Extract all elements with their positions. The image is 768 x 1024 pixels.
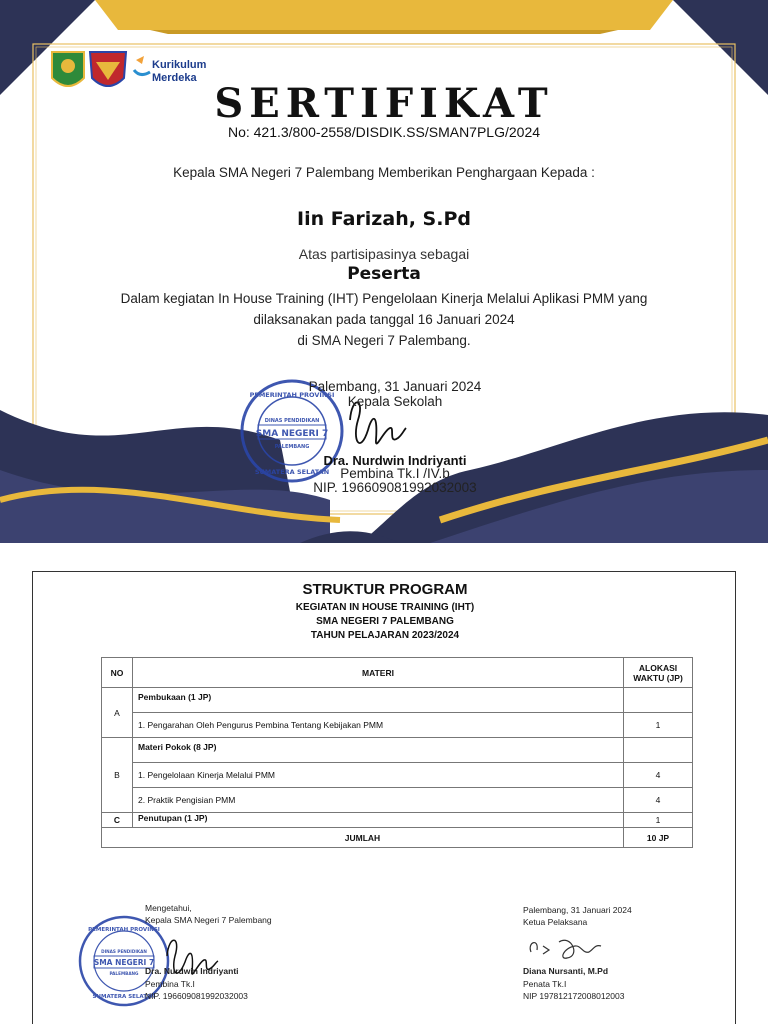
jp-c: 1 [624, 813, 693, 828]
stamp-dept-text: DINAS PENDIDIKAN [264, 418, 320, 424]
top-gold-shadow [150, 30, 618, 34]
stamp-dept-text: DINAS PENDIDIKAN [101, 949, 147, 954]
program-school: SMA NEGERI 7 PALEMBANG [316, 616, 454, 627]
table-header-row [102, 658, 693, 688]
stamp-top-text: PEMERINTAH PROVINSI [249, 391, 335, 399]
header-no: NO [102, 658, 133, 688]
signer-position: Kepala Sekolah [347, 394, 443, 409]
group-jp-b-empty [624, 738, 693, 763]
table-row [102, 788, 693, 813]
header-alokasi-line-2: WAKTU (JP) [633, 672, 683, 683]
group-title-a: Pembukaan (1 JP) [133, 688, 624, 713]
stamp-bottom-text: SUMATERA SELATAN [254, 468, 330, 476]
stamp-school-text: SMA NEGERI 7 [93, 958, 155, 967]
certificate-number: No: 421.3/800-2558/DISDIK.SS/SMAN7PLG/2024 [227, 124, 541, 140]
row-no-b: B [102, 738, 133, 813]
logo-kurikulum-text: Kurikulum [152, 59, 207, 71]
materi-b1: 1. Pengelolaan Kinerja Melalui PMM [133, 763, 624, 788]
left-sign-line2: Kepala SMA Negeri 7 Palembang [145, 915, 272, 925]
chair-signature-area [523, 932, 623, 966]
table-row [102, 738, 693, 763]
top-gold-band [95, 0, 673, 30]
header-alokasi [624, 658, 693, 688]
jp-a1: 1 [624, 713, 693, 738]
place-date: Palembang, 31 Januari 2024 [308, 379, 482, 394]
certificate-title: SERTIFIKAT [214, 80, 554, 127]
stamp-top-text: PEMERINTAH PROVINSI [88, 927, 160, 933]
right-sign-line1: Palembang, 31 Januari 2024 [523, 905, 632, 915]
program-year: TAHUN PELAJARAN 2023/2024 [310, 630, 460, 641]
row-no-c: C [102, 813, 133, 828]
row-no-a: A [102, 688, 133, 738]
total-label: JUMLAH [102, 828, 624, 848]
left-sign-rank: Pembina Tk.I [145, 979, 195, 989]
header-alokasi-line-1: ALOKASI [638, 662, 678, 673]
table-row [102, 813, 693, 828]
signer-name: Dra. Nurdwin Indriyanti [323, 453, 467, 468]
total-value: 10 JP [624, 828, 693, 848]
role-intro: Atas partisipasinya sebagai [298, 246, 470, 262]
stamp-bottom-text: SUMATERA SELATAN [92, 994, 156, 1000]
participant-role: Peserta [347, 264, 421, 284]
recipient-name: Iin Farizah, S.Pd [297, 208, 471, 230]
right-sign-name: Diana Nursanti, M.Pd [523, 966, 609, 976]
signer-nip: NIP. 196609081992032003 [313, 480, 477, 495]
right-sign-nip: NIP 197812172008012003 [523, 991, 625, 1001]
group-title-c: Penutupan (1 JP) [133, 813, 624, 828]
chair-signature [530, 940, 601, 958]
description-line-2: dilaksanakan pada tanggal 16 Januari 2024 [253, 312, 515, 327]
left-sign-line1: Mengetahui, [145, 903, 192, 913]
program-structure-page [32, 571, 736, 1024]
materi-a1: 1. Pengarahan Oleh Pengurus Pembina Tentang Kebijakan PMM [133, 713, 624, 738]
program-subtitle: KEGIATAN IN HOUSE TRAINING (IHT) [295, 602, 475, 613]
table-row [102, 713, 693, 738]
right-sign-line2: Ketua Pelaksana [523, 917, 588, 927]
table-row [102, 763, 693, 788]
program-title: STRUKTUR PROGRAM [302, 581, 468, 598]
program-table [101, 657, 693, 848]
description-line-1: Dalam kegiatan In House Training (IHT) Pengelolaan Kinerja Melalui Aplikasi PMM yang [120, 291, 648, 306]
header-materi: MATERI [133, 658, 624, 688]
right-sign-rank: Penata Tk.I [523, 979, 567, 989]
left-sign-nip: NIP. 196609081992032003 [145, 991, 248, 1001]
jp-b1: 4 [624, 763, 693, 788]
jp-b2: 4 [624, 788, 693, 813]
left-sign-name: Dra. Nurdwin Indriyanti [145, 966, 239, 976]
table-row [102, 688, 693, 713]
group-title-b: Materi Pokok (8 JP) [133, 738, 624, 763]
logo-merdeka-text: Merdeka [152, 72, 197, 84]
table-total-row [102, 828, 693, 848]
group-jp-a-empty [624, 688, 693, 713]
description-line-3: di SMA Negeri 7 Palembang. [297, 333, 471, 348]
stamp-school-text: SMA NEGERI 7 [255, 429, 329, 439]
stamp-city-text: PALEMBANG [109, 971, 139, 976]
materi-b2: 2. Praktik Pengisian PMM [133, 788, 624, 813]
stamp-city-text: PALEMBANG [274, 444, 310, 450]
certificate-intro: Kepala SMA Negeri 7 Palembang Memberikan Penghargaan Kepada : [173, 165, 595, 180]
signer-rank: Pembina Tk.I /IV.b [340, 466, 450, 481]
